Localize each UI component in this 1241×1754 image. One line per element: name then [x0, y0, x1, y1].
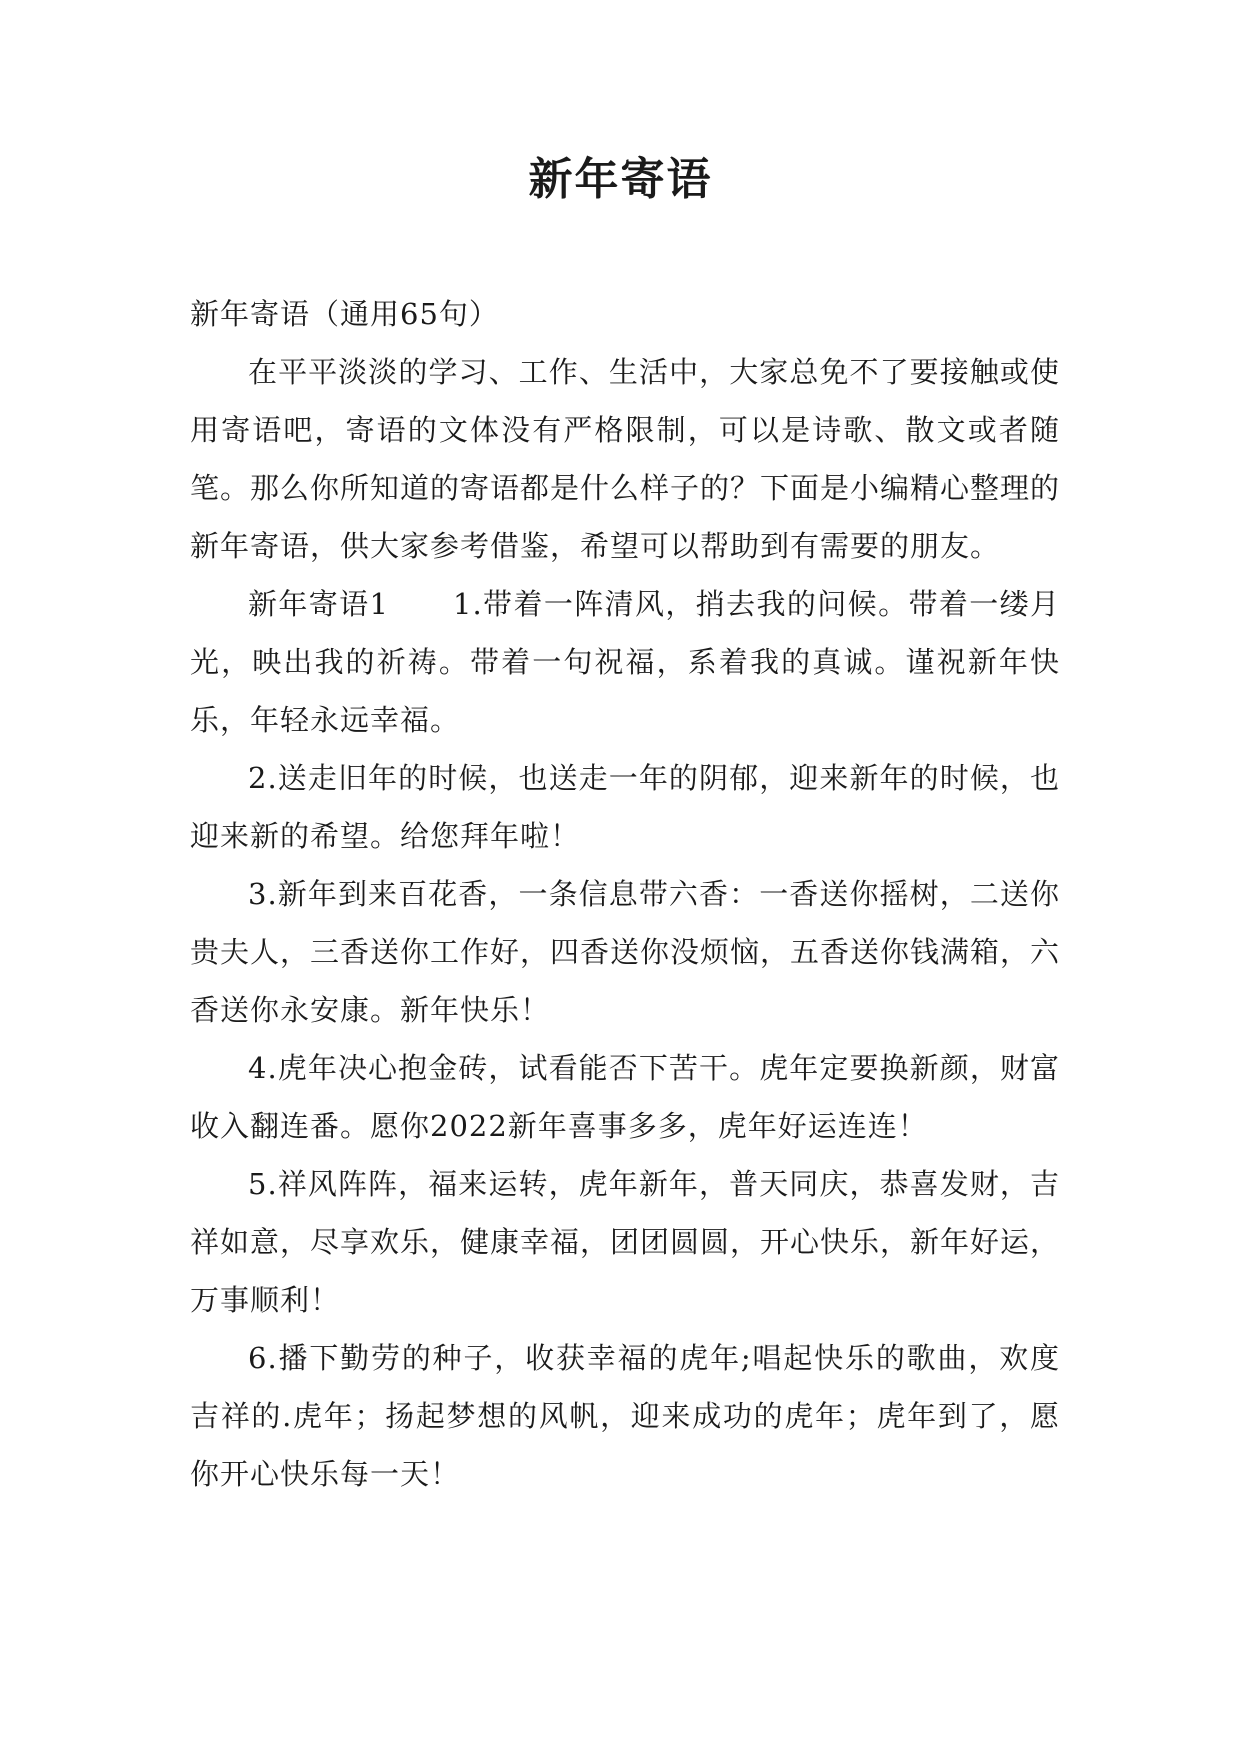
wish-item-6: 6.播下勤劳的种子，收获幸福的虎年;唱起快乐的歌曲，欢度吉祥的.虎年；扬起梦想的风帆，迎来成功的虎年；虎年到了，愿你开心快乐每一天！ [190, 1341, 1060, 1491]
wish-item-5: 5.祥风阵阵，福来运转，虎年新年，普天同庆，恭喜发财，吉祥如意，尽享欢乐，健康幸福，团团圆圆，开心快乐，新年好运，万事顺利！ [190, 1167, 1061, 1317]
wish-item-2: 2.送走旧年的时候，也送走一年的阴郁，迎来新年的时候，也迎来新的希望。给您拜年啦！ [190, 761, 1060, 853]
wish-item-3: 3.新年到来百花香，一条信息带六香：一香送你摇树，二送你贵夫人，三香送你工作好，四香送你没烦恼，五香送你钱满箱，六香送你永安康。新年快乐！ [190, 877, 1061, 1027]
section-heading: 新年寄语1 [248, 587, 389, 621]
wish-item-1: 1.带着一阵清风，捎去我的问候。带着一缕月光，映出我的祈祷。带着一句祝福，系着我的真诚。谨祝新年快乐，年轻永远幸福。 [190, 587, 1061, 737]
wish-item-4: 4.虎年决心抱金砖，试看能否下苦干。虎年定要换新颜，财富收入翻连番。愿你2022新年喜事多多，虎年好运连连！ [190, 1051, 1060, 1143]
document-body [190, 285, 1060, 1503]
intro-paragraph: 在平平淡淡的学习、工作、生活中，大家总免不了要接触或使用寄语吧，寄语的文体没有严格限制，可以是诗歌、散文或者随笔。那么你所知道的寄语都是什么样子的？下面是小编精心整理的新年寄语，供大家参考借鉴，希望可以帮助到有需要的朋友。 [190, 355, 1061, 563]
document-subtitle: 新年寄语（通用65句） [190, 297, 499, 331]
document-title: 新年寄语 [528, 154, 713, 205]
section-1-paragraph [190, 575, 1060, 749]
